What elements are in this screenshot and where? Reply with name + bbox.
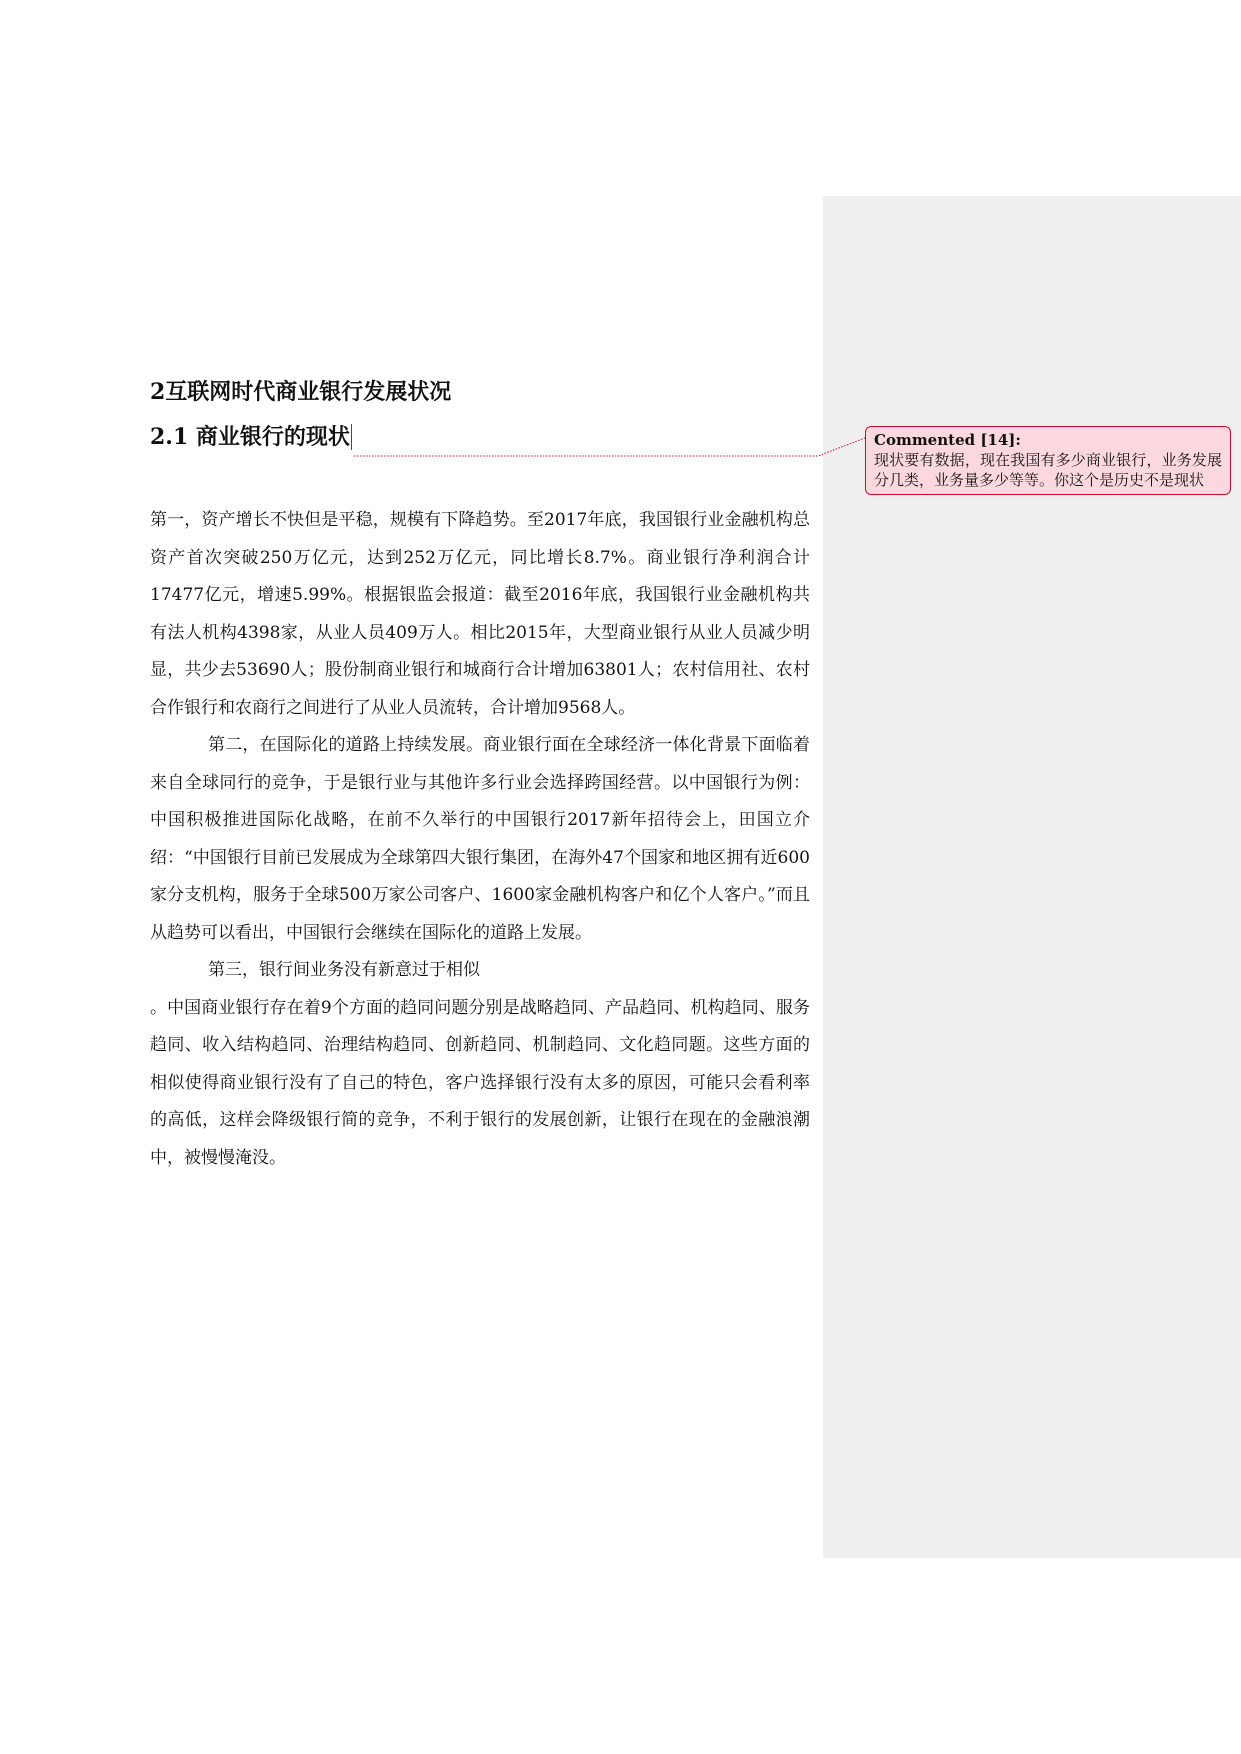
comment-body: 现状要有数据，现在我国有多少商业银行，业务发展分几类，业务量多少等等。你这个是历史不是现状 <box>874 451 1222 489</box>
paragraph-third-heading: 第三，银行间业务没有新意过于相似 <box>208 960 480 980</box>
comment-balloon[interactable] <box>865 426 1231 495</box>
paragraph-list <box>150 502 810 1177</box>
paragraph-second: 第二，在国际化的道路上持续发展。商业银行面在全球经济一体化背景下面临着来自全球同行的竞争，于是银行业与其他许多行业会选择跨国经营。以中国银行为例：中国积极推进国际化战略，在前不久举行的中国银行2017新年招待会上，田国立介绍：“中国银行目前已发展成为全球第四大银行集团，在海外47个国家和地区拥有近600家分支机构，服务于全球500万家公司客户、1600家金融机构客户和亿个人客户。”而且从趋势可以看出，中国银行会继续在国际化的道路上发展。 <box>150 735 810 943</box>
chapter-heading: 2互联网时代商业银行发展状况 <box>150 379 452 405</box>
paragraph-third-body: 。中国商业银行存在着9个方面的趋同问题分别是战略趋同、产品趋同、机构趋同、服务趋同、收入结构趋同、治理结构趋同、创新趋同、机制趋同、文化趋同题。这些方面的相似使得商业银行没有了自己的特色，客户选择银行没有太多的原因，可能只会看利率的高低，这样会降级银行简的竞争，不利于银行的发展创新，让银行在现在的金融浪潮中，被慢慢淹没。 <box>150 997 810 1168</box>
section-heading <box>150 418 810 456</box>
paragraph-first: 第一，资产增长不快但是平稳，规模有下降趋势。至2017年底，我国银行业金融机构总资产首次突破250万亿元，达到252万亿元，同比增长8.7%。商业银行净利润合计17477亿元，增速5.99%。根据银监会报道：截至2016年底，我国银行业金融机构共有法人机构4398家，从业人员409万人。相比2015年，大型商业银行从业人员减少明显，共少去53690人；股份制商业银行和城商行合计增加63801人；农村信用社、农村合作银行和农商行之间进行了从业人员流转，合计增加9568人。 <box>150 510 810 718</box>
section-heading-text: 2.1 商业银行的现状 <box>150 424 350 450</box>
document-body <box>150 372 810 1177</box>
comment-title: Commented [14]: <box>874 431 1021 449</box>
